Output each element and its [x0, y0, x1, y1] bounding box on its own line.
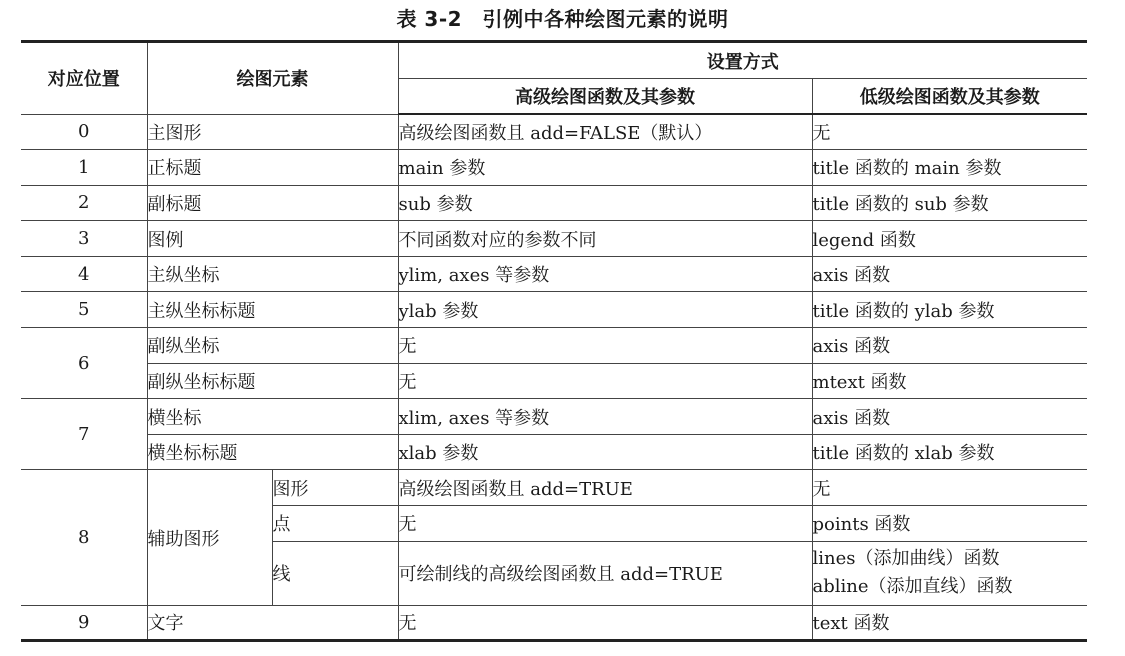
position-cell: 2 [21, 185, 147, 221]
table-row [21, 150, 1087, 186]
high-level-cell: ylim, axes 等参数 [398, 256, 812, 292]
position-cell: 1 [21, 150, 147, 186]
low-level-cell: mtext 函数 [812, 363, 1087, 399]
element-cell: 辅助图形 [147, 470, 272, 605]
low-level-cell: title 函数的 main 参数 [812, 150, 1087, 186]
low-level-cell: 无 [812, 114, 1087, 150]
position-cell: 7 [21, 399, 147, 470]
low-level-cell: 无 [812, 470, 1087, 506]
element-cell: 横坐标 [147, 399, 398, 435]
sub-element-cell: 图形 [272, 470, 398, 506]
table-caption: 表 3-2 引例中各种绘图元素的说明 [396, 7, 729, 31]
high-level-cell: 无 [398, 363, 812, 399]
header-low-level: 低级绘图函数及其参数 [812, 79, 1087, 115]
high-level-cell: 可绘制线的高级绘图函数且 add=TRUE [398, 541, 812, 605]
low-level-cell: axis 函数 [812, 399, 1087, 435]
element-cell: 副纵坐标 [147, 328, 398, 364]
sub-element-cell: 线 [272, 541, 398, 605]
table-row [21, 292, 1087, 328]
high-level-cell: xlab 参数 [398, 434, 812, 470]
low-level-cell: title 函数的 sub 参数 [812, 185, 1087, 221]
element-cell: 副标题 [147, 185, 398, 221]
high-level-cell: 无 [398, 328, 812, 364]
high-level-cell: 高级绘图函数且 add=FALSE（默认） [398, 114, 812, 150]
element-cell: 主纵坐标 [147, 256, 398, 292]
high-level-cell: 无 [398, 506, 812, 542]
element-cell: 正标题 [147, 150, 398, 186]
high-level-cell: xlim, axes 等参数 [398, 399, 812, 435]
header-row [21, 42, 1087, 79]
position-cell: 0 [21, 114, 147, 150]
low-level-cell: axis 函数 [812, 256, 1087, 292]
position-cell: 3 [21, 221, 147, 257]
low-level-cell: legend 函数 [812, 221, 1087, 257]
high-level-cell: main 参数 [398, 150, 812, 186]
position-cell: 6 [21, 328, 147, 399]
table-row [21, 256, 1087, 292]
position-cell: 8 [21, 470, 147, 605]
high-level-cell: 高级绘图函数且 add=TRUE [398, 470, 812, 506]
element-cell: 图例 [147, 221, 398, 257]
table-row [21, 434, 1087, 470]
low-level-cell: text 函数 [812, 605, 1087, 641]
element-cell: 副纵坐标标题 [147, 363, 398, 399]
high-level-cell: 无 [398, 605, 812, 641]
header-high-level: 高级绘图函数及其参数 [398, 79, 812, 115]
low-level-line: abline（添加直线）函数 [812, 576, 1013, 598]
element-cell: 主图形 [147, 114, 398, 150]
sub-element-cell: 点 [272, 506, 398, 542]
table-row [21, 114, 1087, 150]
position-cell: 9 [21, 605, 147, 641]
high-level-cell: ylab 参数 [398, 292, 812, 328]
position-cell: 4 [21, 256, 147, 292]
table-row [21, 470, 1087, 506]
low-level-cell: points 函数 [812, 506, 1087, 542]
low-level-cell: title 函数的 xlab 参数 [812, 434, 1087, 470]
table-row [21, 221, 1087, 257]
low-level-line: lines（添加曲线）函数 [812, 548, 1000, 570]
position-cell: 5 [21, 292, 147, 328]
low-level-cell [812, 541, 1087, 605]
header-element: 绘图元素 [147, 42, 398, 115]
element-cell: 横坐标标题 [147, 434, 398, 470]
low-level-cell: title 函数的 ylab 参数 [812, 292, 1087, 328]
drawing-elements-table [21, 40, 1087, 642]
table-row [21, 185, 1087, 221]
header-position: 对应位置 [21, 42, 147, 115]
element-cell: 主纵坐标标题 [147, 292, 398, 328]
table-row [21, 399, 1087, 435]
low-level-cell: axis 函数 [812, 328, 1087, 364]
table-row [21, 328, 1087, 364]
high-level-cell: 不同函数对应的参数不同 [398, 221, 812, 257]
table-row [21, 605, 1087, 641]
table-row [21, 363, 1087, 399]
high-level-cell: sub 参数 [398, 185, 812, 221]
element-cell: 文字 [147, 605, 398, 641]
header-method: 设置方式 [398, 42, 1087, 79]
